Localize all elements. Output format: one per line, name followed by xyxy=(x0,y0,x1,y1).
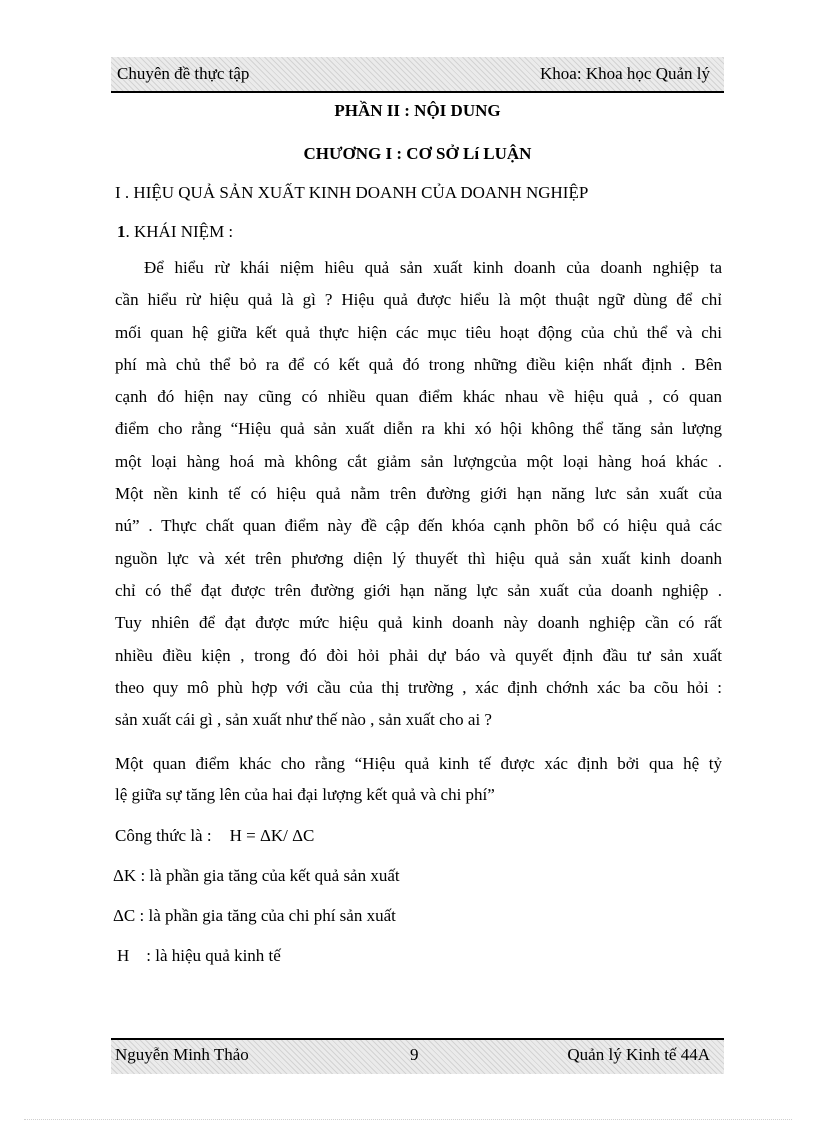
subheading-text: . KHÁI NIỆM : xyxy=(125,222,234,241)
footer-author: Nguyễn Minh Thảo xyxy=(115,1045,249,1064)
page-bottom-divider xyxy=(24,1119,792,1120)
paragraph-line: nú” . Thực chất quan điểm này đề cập đến khóa cạnh phõn bổ có hiệu quả các xyxy=(115,516,722,536)
paragraph-line: Để hiểu rừ khái niệm hiêu quả sản xuất kinh doanh của doanh nghiệp ta xyxy=(144,258,722,277)
paragraph-line: nguồn lực và xét trên phương diện lý thuyết thì hiệu quả sản xuất kinh doanh xyxy=(115,548,722,568)
definition-delta-k: ΔK : là phần gia tăng của kết quả sản xuất xyxy=(113,866,400,885)
definition-delta-c: ΔC : là phần gia tăng của chi phí sản xuất xyxy=(113,906,396,925)
paragraph-line: sản xuất cái gì , sản xuất như thế nào , sản xuất cho ai ? xyxy=(115,710,492,730)
formula-line xyxy=(115,826,314,846)
page-number: 9 xyxy=(410,1045,419,1064)
paragraph-line: mối quan hệ giữa kết quả thực hiện các mục tiêu hoạt động của chủ thể và chi xyxy=(115,322,722,342)
paragraph-2 xyxy=(115,748,722,810)
paragraph-line: cạnh đó hiện nay cũng có nhiều quan điểm khác nhau về hiệu quả , có quan xyxy=(115,387,722,407)
paragraph-line: Tuy nhiên để đạt được mức hiệu quả kinh doanh này doanh nghiệp cần có rất xyxy=(115,613,722,633)
chapter-title: CHƯƠNG I : CƠ SỞ Lí LUẬN xyxy=(303,144,532,163)
subheading xyxy=(117,222,233,242)
paragraph-line: Một quan điểm khác cho rằng “Hiệu quả kinh tế được xác định bởi qua hệ tỷ xyxy=(115,754,722,773)
paragraph-line: phí mà chủ thể bỏ ra để có kết quả đó trong những điều kiện nhất định . Bên xyxy=(115,354,722,374)
formula-expression: H = ΔK/ ΔC xyxy=(229,826,315,845)
footer-class: Quản lý Kinh tế 44A xyxy=(567,1045,710,1064)
paragraph-line: nhiều điều kiện , trong đó đòi hỏi phải dự báo và quyết định đầu tư sản xuất xyxy=(115,645,722,665)
paragraph-line: một loại hàng hoá mà không cắt giảm sản lượngcủa một loại hàng hoá khác . xyxy=(115,451,722,471)
paragraph-line: Một nền kinh tế có hiệu quả nằm trên đường giới hạn năng lưc sản xuất của xyxy=(115,484,722,504)
paragraph-line: theo quy mô phù hợp với cầu của thị trường , xác định chớnh xác ba cõu hỏi : xyxy=(115,677,722,697)
header-left-text: Chuyên đề thực tập xyxy=(117,64,250,83)
paragraph-1 xyxy=(115,252,722,736)
section-heading: I . HIỆU QUẢ SẢN XUẤT KINH DOANH CỦA DOANH NGHIỆP xyxy=(115,183,589,202)
paragraph-line: cần hiểu rừ hiệu quả là gì ? Hiệu quả được hiểu là một thuật ngữ dùng để chỉ xyxy=(115,290,722,310)
part-title: PHẦN II : NỘI DUNG xyxy=(334,101,501,120)
page-header xyxy=(111,57,724,93)
paragraph-line: điểm cho rằng “Hiệu quả sản xuất diễn ra khi xó hội không thể tăng sản lượng xyxy=(115,419,722,439)
header-right-text: Khoa: Khoa học Quản lý xyxy=(540,64,710,83)
page-footer xyxy=(111,1038,724,1074)
definition-h: H : là hiệu quả kinh tế xyxy=(117,946,281,965)
formula-label: Công thức là : xyxy=(115,826,212,845)
paragraph-line: lệ giữa sự tăng lên của hai đại lượng kết quả và chi phí” xyxy=(115,785,495,804)
paragraph-line: chỉ có thể đạt được trên đường giới hạn năng lực sản xuất của doanh nghiệp . xyxy=(115,580,722,600)
subheading-number: 1 xyxy=(117,222,126,241)
